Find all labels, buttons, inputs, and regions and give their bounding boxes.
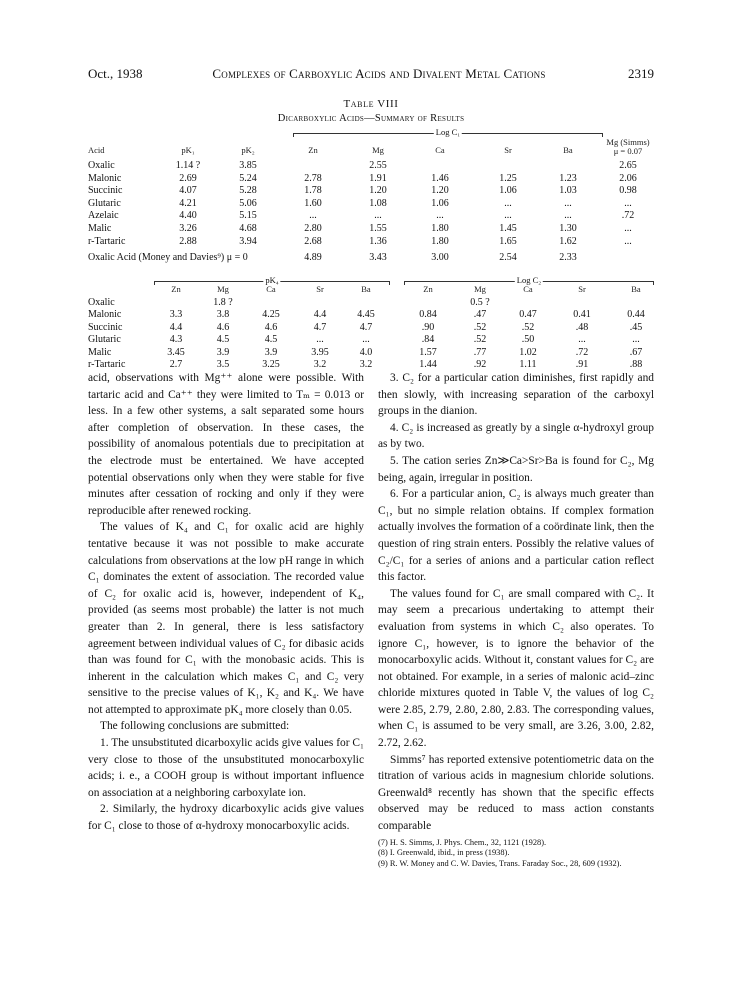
acid-name: Succinic <box>88 185 123 197</box>
table-cell: 1.03 <box>559 185 577 197</box>
table-cell: 1.08 <box>369 197 387 209</box>
col-header: Zn <box>171 284 181 294</box>
col-header: Zn <box>423 284 433 294</box>
table-cell: 0.98 <box>619 185 637 197</box>
table-cell: .72 <box>575 346 589 358</box>
footnotes <box>378 838 654 870</box>
table-row <box>88 309 654 321</box>
table-cell: 4.40 <box>179 210 197 222</box>
col-header: Sr <box>316 284 324 294</box>
table-cell: 2.65 <box>619 160 637 171</box>
money-label: Oxalic Acid (Money and Davies⁹) μ = 0 <box>88 252 248 264</box>
table-cell: ... <box>504 210 512 222</box>
table-cell: 2.68 <box>304 235 322 247</box>
col-header: pK₁ <box>181 145 195 155</box>
acid-name: Malic <box>88 346 112 358</box>
table-cell: ... <box>436 210 444 222</box>
paragraph: 4. C₂ is increased as greatly by a single α-hydroxyl group as by two. <box>378 421 654 451</box>
col-header: Zn <box>308 145 318 155</box>
table-cell: 3.94 <box>239 235 257 247</box>
span-label: Log C₁ <box>435 127 461 137</box>
table-cell: 0.84 <box>419 309 437 321</box>
acid-name: Oxalic <box>88 297 115 308</box>
results-table-top <box>88 128 654 268</box>
header-row <box>88 283 654 295</box>
table-cell: 4.5 <box>216 334 230 346</box>
table-cell: ... <box>564 210 572 222</box>
table-cell: 1.45 <box>499 223 517 234</box>
table-row <box>88 334 654 346</box>
table-cell: 0.5 ? <box>470 297 490 308</box>
results-table-bottom <box>88 275 654 370</box>
simms-mu: μ = 0.07 <box>613 146 643 156</box>
table-cell: .88 <box>629 359 643 370</box>
table-cell: 1.57 <box>419 346 437 358</box>
table-cell: 5.06 <box>239 197 257 209</box>
table-cell: 2.69 <box>179 172 197 184</box>
table-row <box>88 198 654 210</box>
paragraph: The values found for C₁ are small compared with C₂. It may seem a precarious undertaking to attempt their evaluation from systems in which C₂ also operates. To ignore C₁, however, is to ignore the behavior of the monocarboxylic acids. Without it, constant values for C₂ are not obtained. For example, in a series of malonic acid–zinc chloride mixtures quoted in Table V, the values of log C₂ were 2.85, 2.79, 2.80, 2.80, 2.83. The corresponding values, when C₁ is assumed to be very small, are 3.26, 3.00, 2.82, 2.72, 2.62. <box>378 587 654 750</box>
table-cell: 4.68 <box>239 223 257 234</box>
col-header: Ba <box>631 284 641 294</box>
table-cell: .84 <box>421 334 435 346</box>
table-row <box>88 347 654 359</box>
table-cell: 3.8 <box>216 309 230 321</box>
table-cell: 4.4 <box>313 309 327 321</box>
table-cell: 1.78 <box>304 185 322 197</box>
money-davies-row <box>88 252 654 264</box>
acid-name: Glutaric <box>88 334 121 346</box>
table-cell: 1.25 <box>499 172 517 184</box>
table-cell: 1.23 <box>559 172 577 184</box>
table-cell: 3.5 <box>216 359 230 370</box>
table-cell: 4.6 <box>216 321 230 333</box>
col-header: Mg <box>474 284 486 294</box>
table-cell: .47 <box>473 309 487 321</box>
header-title: Complexes of Carboxylic Acids and Divalent Metal Cations <box>212 66 546 81</box>
table-cell: 4.7 <box>313 321 327 333</box>
table-cell: 3.2 <box>359 359 373 370</box>
table-cell: 3.45 <box>167 346 185 358</box>
table-cell: 2.33 <box>559 252 577 264</box>
span-label: Log C₂ <box>516 275 542 285</box>
acid-name: Azelaic <box>88 210 119 222</box>
table-cell: 1.06 <box>431 197 449 209</box>
table-cell: .52 <box>521 321 535 333</box>
span-label: pK₄ <box>265 275 279 285</box>
table-cell: ... <box>374 210 382 222</box>
col-header: pK₂ <box>241 145 255 155</box>
table-cell: 4.89 <box>304 252 322 264</box>
table-cell: 4.3 <box>169 334 183 346</box>
left-column-text <box>88 370 364 835</box>
table-cell: 3.26 <box>179 223 197 234</box>
table-cell: .67 <box>629 346 643 358</box>
table-cell: 1.14 ? <box>175 160 201 171</box>
acid-name: Succinic <box>88 321 123 333</box>
table-cell: 1.55 <box>369 223 387 234</box>
table-cell: 1.30 <box>559 223 577 234</box>
table-cell: 1.91 <box>369 172 387 184</box>
table-cell: ... <box>632 334 640 346</box>
table-cell: 2.06 <box>619 172 637 184</box>
table-cell: 4.6 <box>264 321 278 333</box>
table-cell: .72 <box>621 210 635 222</box>
table-cell: 1.20 <box>431 185 449 197</box>
footnote: (9) R. W. Money and C. W. Davies, Trans. Faraday Soc., 28, 609 (1932). <box>378 858 622 868</box>
table-cell: 1.02 <box>519 346 537 358</box>
log-c1-span <box>293 127 603 142</box>
table-row <box>88 297 654 309</box>
table-cell: 3.95 <box>311 346 329 358</box>
table-cell: ... <box>316 334 324 346</box>
col-header: Sr <box>504 145 512 155</box>
table-cell: 3.85 <box>239 160 257 171</box>
table-cell: 1.8 ? <box>213 297 233 308</box>
table-cell: 0.47 <box>519 309 537 321</box>
table-cell: 2.7 <box>169 359 183 370</box>
acid-name: Glutaric <box>88 197 121 209</box>
paragraph: Simms⁷ has reported extensive potentiometric data on the titration of various acids in magnesium chloride solutions. Greenwald⁸ recently has shown that the specific effects observed may be reduced to mass action constants comparable <box>378 753 654 833</box>
table-cell: 0.44 <box>627 309 645 321</box>
table-row <box>88 185 654 197</box>
table-cell: .45 <box>629 321 643 333</box>
paragraph: 1. The unsubstituted dicarboxylic acids give values for C₁ very close to those of the unsubstituted monocarboxylic acids; i. e., a COOH group is without important influence on association at a neighboring carboxylate ion. <box>88 737 364 799</box>
table-cell: 3.43 <box>369 252 387 264</box>
footnote: (7) H. S. Simms, J. Phys. Chem., 32, 1121 (1928). <box>378 837 547 847</box>
table-cell: 0.41 <box>573 309 591 321</box>
table-subtitle: Dicarboxylic Acids—Summary of Results <box>277 113 465 124</box>
table-cell: 1.46 <box>431 172 449 184</box>
table-cell: ... <box>564 197 572 209</box>
acid-name: Oxalic <box>88 160 115 171</box>
col-header: Ca <box>435 145 445 155</box>
table-cell: 4.07 <box>179 185 197 197</box>
header-date: Oct., 1938 <box>88 66 143 81</box>
table-cell: 1.80 <box>431 223 449 234</box>
table-cell: 2.78 <box>304 172 322 184</box>
paragraph: acid, observations with Mg⁺⁺ alone were possible. With tartaric acid and Ca⁺⁺ they were limited to Tₘ = 0.013 or less. In a few other systems, a salt separated some hours after completion of observation. In these cases, the possibility of anomalous potentials due to precipitation at the electrode must be entertained. We have accepted potential observations only when they were stable for five minutes after cessation of rocking and only if they were reproducible after renewed rocking. <box>88 372 364 517</box>
table-title: Table VIII <box>343 98 399 110</box>
table-row <box>88 223 654 235</box>
header-row <box>88 137 654 156</box>
table-cell: .52 <box>473 321 487 333</box>
paragraph: 5. The cation series Zn≫Ca>Sr>Ba is found for C₂, Mg being, again, irregular in position. <box>378 454 654 484</box>
table-cell: 1.80 <box>431 235 449 247</box>
table-cell: 1.20 <box>369 185 387 197</box>
table-row <box>88 173 654 185</box>
table-cell: .52 <box>473 334 487 346</box>
table-cell: ... <box>624 197 632 209</box>
table-cell: 3.2 <box>313 359 327 370</box>
table-cell: 2.88 <box>179 235 197 247</box>
acid-name: r-Tartaric <box>88 359 126 370</box>
table-cell: 3.00 <box>431 252 449 264</box>
table-row <box>88 322 654 334</box>
paragraph: The following conclusions are submitted: <box>100 720 290 733</box>
paragraph: 2. Similarly, the hydroxy dicarboxylic acids give values for C₁ close to those of α-hydroxy monocarboxylic acids. <box>88 803 364 833</box>
col-header-simms <box>601 138 655 156</box>
table-cell: ... <box>309 210 317 222</box>
table-cell: 3.9 <box>264 346 278 358</box>
page-number: 2319 <box>628 66 654 81</box>
col-header: Ca <box>266 284 276 294</box>
table-cell: 4.25 <box>262 309 280 321</box>
col-header: Ba <box>361 284 371 294</box>
table-cell: .91 <box>575 359 589 370</box>
right-column-text <box>378 370 654 869</box>
table-cell: 4.5 <box>264 334 278 346</box>
table-cell: .50 <box>521 334 535 346</box>
page-header <box>88 66 654 82</box>
table-cell: 4.45 <box>357 309 375 321</box>
table-cell: 4.21 <box>179 197 197 209</box>
table-cell: 2.80 <box>304 223 322 234</box>
table-cell: 1.65 <box>499 235 517 247</box>
acid-name: Malonic <box>88 309 122 321</box>
table-cell: 1.11 <box>519 359 537 370</box>
table-cell: .90 <box>421 321 435 333</box>
table-cell: 1.60 <box>304 197 322 209</box>
simms-label: Mg (Simms) <box>606 137 650 147</box>
col-header: Mg <box>217 284 229 294</box>
table-cell: ... <box>624 235 632 247</box>
table-row <box>88 210 654 222</box>
table-cell: 4.4 <box>169 321 183 333</box>
table-row <box>88 236 654 248</box>
acid-name: r-Tartaric <box>88 235 126 247</box>
table-cell: 5.15 <box>239 210 257 222</box>
col-header: Ca <box>523 284 533 294</box>
col-header: Mg <box>372 145 384 155</box>
col-header: Sr <box>578 284 586 294</box>
table-cell: .77 <box>473 346 487 358</box>
table-cell: 4.7 <box>359 321 373 333</box>
table-cell: 1.06 <box>499 185 517 197</box>
paragraph: The values of K₄ and C₁ for oxalic acid are highly tentative because it was not possible to make accurate calculations from observations at the low pH range in which C₁ dominates the extent of association. The recorded value of C₂ for oxalic acid is, however, independent of K₄, provided (as seems most probable) the latter is not much greater than 2. In general, there is less satisfactory agreement between individual values of C₂ for dibasic acids than was found for C₁ with the monobasic acids. This is inherent in the calculation which makes C₁ and C₂ very sensitive to the precise values of K₁, K₂ and K₄. We have not attempted to approximate pK₄ more closely than 0.05. <box>88 521 364 716</box>
table-cell: 3.9 <box>216 346 230 358</box>
table-cell: 2.54 <box>499 252 517 264</box>
col-header: Acid <box>88 145 105 155</box>
table-cell: 2.55 <box>369 160 387 171</box>
table-cell: 1.44 <box>419 359 437 370</box>
table-cell: 3.25 <box>262 359 280 370</box>
table-cell: 3.3 <box>169 309 183 321</box>
footnote: (8) I. Greenwald, ibid., in press (1938). <box>378 848 510 858</box>
table-cell: 4.0 <box>359 346 373 358</box>
table-cell: ... <box>362 334 370 346</box>
table-cell: ... <box>624 223 632 234</box>
paragraph: 6. For a particular anion, C₂ is always much greater than C₁, but no simple relation obtains. If complex formation actually involves the formation of a coördinate link, then the question of ring strain enters. Possibly the relative values of C₂/C₁ for a series of anions and a particular cation reflect this factor. <box>378 488 654 584</box>
table-cell: ... <box>578 334 586 346</box>
table-cell: 5.24 <box>239 172 257 184</box>
table-cell: .92 <box>473 359 487 370</box>
table-cell: .48 <box>575 321 589 333</box>
table-row <box>88 160 654 172</box>
table-cell: 1.62 <box>559 235 577 247</box>
table-cell: 5.28 <box>239 185 257 197</box>
table-cell: 1.36 <box>369 235 387 247</box>
acid-name: Malic <box>88 223 112 234</box>
paragraph: 3. C₂ for a particular cation diminishes, first rapidly and then slowly, with increasing separation of the carboxyl groups in the dianion. <box>378 372 654 418</box>
table-cell: ... <box>504 197 512 209</box>
acid-name: Malonic <box>88 172 122 184</box>
col-header: Ba <box>563 145 573 155</box>
